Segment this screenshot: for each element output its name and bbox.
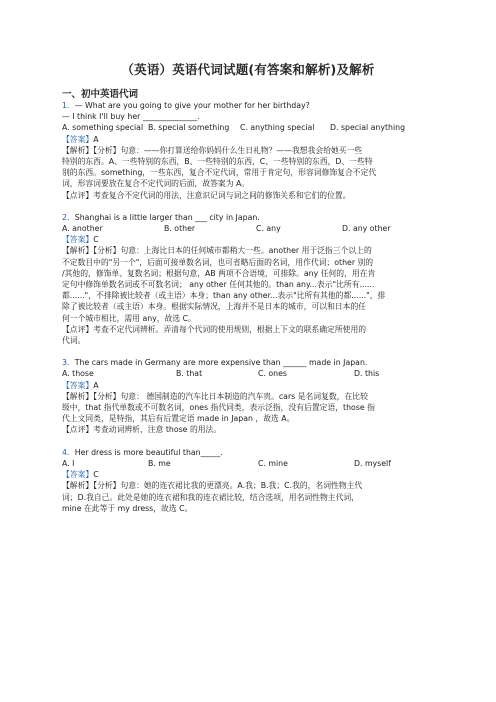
analysis-line: 特别的东西。A、一些特别的东西，B、一些特别的东西，C、一些特别的东西，D、一些特: [62, 157, 373, 167]
answer-tag: 【答案】: [62, 470, 94, 480]
analysis-line: /其他的，修饰单、复数名词；根据句意，AB 两项不合语境，可排除。any 任何的，用在肯: [62, 268, 376, 278]
answer-tag: 【答案】: [62, 380, 94, 390]
options: [62, 122, 434, 133]
answer-tag: 【答案】: [62, 235, 94, 245]
question-number: 2．: [62, 212, 75, 222]
comment-line: 【点评】考查动词辨析，注意 those 的用法。: [62, 425, 222, 435]
answer-value: C: [93, 470, 99, 480]
option-a: A. those: [62, 369, 94, 379]
analysis-line: 词，形容词要放在复合不定代词的后面，故答案为 A。: [62, 179, 250, 189]
question-list: [62, 100, 434, 514]
question-text: Her dress is more beautiful than_____.: [74, 447, 223, 457]
question-stem: [62, 212, 434, 223]
option-c: C. ones: [258, 369, 287, 379]
question-3: [62, 357, 434, 435]
option-b: B. me: [148, 458, 171, 468]
comment-line: 【点评】考查不定代词辨析。弄清每个代词的使用规则，根据上下文的联系确定所使用的: [62, 324, 367, 334]
question-stem: [62, 447, 434, 458]
question-text: — What are you going to give your mother for her birthday?: [74, 101, 310, 110]
comment-line: 代词。: [62, 336, 86, 346]
answer-line: [62, 134, 434, 145]
options: [62, 458, 434, 469]
analysis-line: mine 在此等于 my dress，故选 C。: [62, 503, 193, 513]
analysis-line: 【解析】【分析】句意： 德国制造的汽车比日本制造的汽车贵。cars 是名词复数，在比较: [62, 391, 368, 401]
document-title: （英语）英语代词试题(有答案和解析)及解析: [121, 62, 375, 77]
question-text: The cars made in Germany are more expensive than ______ made in Japan.: [74, 358, 368, 368]
answer-line: [62, 469, 434, 480]
question-number: 3．: [62, 358, 75, 368]
question-number: 4．: [62, 447, 75, 457]
question-1: [62, 100, 434, 201]
analysis-line: 不定数目中的"另一个"，后面可接单数名词，也可省略后面的名词，用作代词；other 别的: [62, 257, 374, 267]
option-c: C. mine: [258, 458, 288, 468]
option-c: C. any: [256, 224, 281, 234]
analysis-line: 别的东西。something，一些东西，复合不定代词，常用于肯定句，形容词修饰复合不定代: [62, 168, 377, 178]
answer-tag: 【答案】: [62, 134, 94, 144]
answer-value: C: [93, 235, 99, 245]
question-stem-line-2: — I think I'll buy her ______________.: [62, 112, 200, 122]
analysis-line: 除了被比较者（或主语）本身。根据实际情况，上海并不是日本的城市，可以和日本的任: [62, 302, 367, 312]
question-stem: [62, 100, 434, 111]
question-2: [62, 212, 434, 346]
options: [62, 223, 434, 234]
analysis-line: 词；D.我自己。此处是她的连衣裙和我的连衣裙比较，结合选项，用名词性物主代词，: [62, 492, 359, 502]
question-4: [62, 447, 434, 514]
option-d: D. special anything: [330, 123, 406, 133]
answer-line: [62, 380, 434, 391]
option-d: D. myself: [354, 458, 391, 468]
question-text: Shanghai is a little larger than ___ city in Japan.: [74, 212, 260, 222]
analysis-line: 【解析】【分析】句意：上海比日本的任何城市都稍大一些。another 用于泛指三个以上的: [62, 246, 372, 256]
answer-value: A: [93, 134, 99, 144]
analysis-line: 定句中修饰单数名词或不可数名词； any other 任何其他的。than any...表示"比所有......: [62, 280, 375, 290]
option-b: B. special something: [148, 123, 230, 133]
analysis-line: 何一个城市相比，需用 any，故选 C。: [62, 313, 196, 323]
analysis-line: 级中，that 指代单数或不可数名词，ones 指代同类，表示泛指，没有后置定语，those 指: [62, 403, 375, 413]
option-a: A. something special: [62, 123, 144, 133]
option-d: D. any other: [342, 224, 391, 234]
question-stem: [62, 357, 434, 368]
analysis-line: 都......"，不排除被比较者（或主语）本身；than any other...表示"比所有其他的都......"，排: [62, 291, 386, 301]
analysis-line: 代上文同类，是特指，其后有后置定语 made in Japan ，故选 A。: [62, 414, 295, 424]
answer-line: [62, 234, 434, 245]
option-d: D. this: [354, 369, 380, 379]
option-b: B. that: [176, 369, 203, 379]
option-a: A. another: [62, 224, 103, 234]
comment-line: 【点评】考查复合不定代词的用法，注意识记词与词之间的修饰关系和它们的位置。: [62, 190, 351, 200]
option-c: C. anything special: [240, 123, 315, 133]
analysis-line: 【解析】【分析】句意：她的连衣裙比我的更漂亮。A.我；B.我；C.我的，名词性物主代: [62, 481, 363, 491]
option-a: A. I: [62, 458, 75, 468]
analysis-line: 【解析】【分析】句意：——你打算送给你妈妈什么生日礼物？——我想我会给她买一些: [62, 145, 363, 155]
section-heading: 一、初中英语代词: [62, 89, 139, 100]
options: [62, 368, 434, 379]
question-number: 1．: [62, 101, 75, 110]
answer-value: A: [93, 380, 99, 390]
option-b: B. other: [164, 224, 196, 234]
